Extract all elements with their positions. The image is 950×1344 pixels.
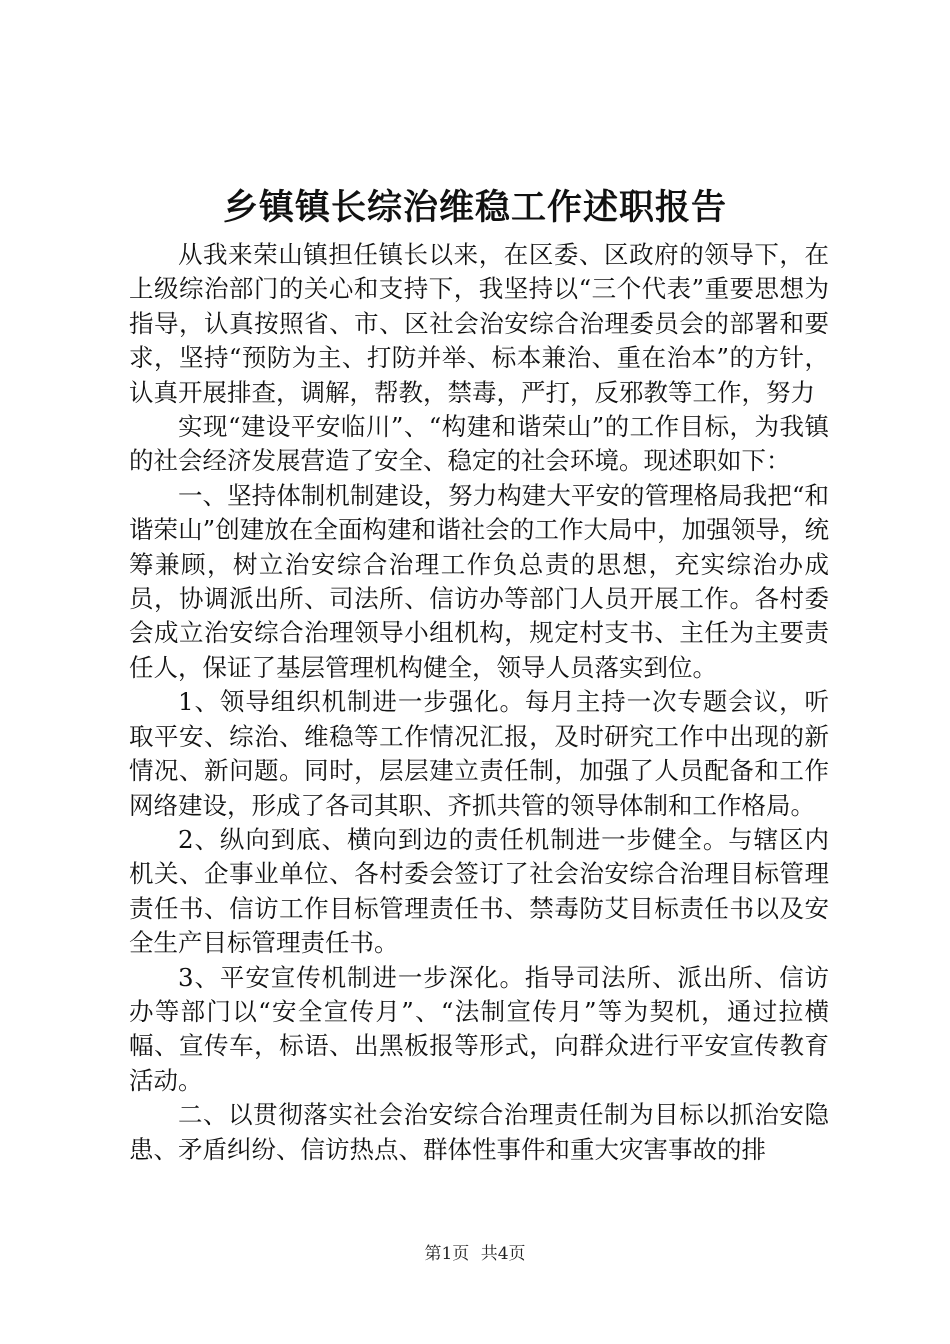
document-title: 乡镇镇长综治维稳工作述职报告 [222,188,727,228]
paragraph-section-1: 一、坚持体制机制建设，努力构建大平安的管理格局我把“和谐荣山”创建放在全面构建和谐社会的工作大局中，加强领导，统筹兼顾，树立治安综合治理工作负总责的思想，充实综治办成员，协调派出所、司法所、信访办等部门人员开展工作。各村委会成立治安综合治理领导小组机构，规定村支书、主任为主要责任人，保证了基层管理机构健全，领导人员落实到位。 [129,480,829,682]
page-total: 共4页 [480,1244,526,1264]
page-number: 第1页 [424,1244,470,1264]
paragraph-item-1: 1、领导组织机制进一步强化。每月主持一次专题会议，听取平安、综治、维稳等工作情况汇报，及时研究工作中出现的新情况、新问题。同时，层层建立责任制，加强了人员配备和工作网络建设，形成了各司其职、齐抓共管的领导体制和工作格局。 [129,687,829,820]
paragraph-goal: 实现“建设平安临川”、“构建和谐荣山”的工作目标，为我镇的社会经济发展营造了安全、稳定的社会环境。现述职如下： [129,412,829,476]
paragraph-item-3: 3、平安宣传机制进一步深化。指导司法所、派出所、信访办等部门以“安全宣传月”、“法制宣传月”等为契机，通过拉横幅、宣传车，标语、出黑板报等形式，向群众进行平安宣传教育活动。 [129,962,829,1095]
page-footer [0,1242,950,1266]
document-body [129,238,829,1167]
paragraph-item-2: 2、纵向到底、横向到边的责任机制进一步健全。与辖区内机关、企事业单位、各村委会签订了社会治安综合治理目标管理责任书、信访工作目标管理责任书、禁毒防艾目标责任书以及安全生产目标管理责任书。 [129,824,829,958]
paragraph-section-2: 二、以贯彻落实社会治安综合治理责任制为目标以抓治安隐患、矛盾纠纷、信访热点、群体性事件和重大灾害事故的排 [129,1100,829,1164]
paragraph-intro: 从我来荣山镇担任镇长以来，在区委、区政府的领导下，在上级综治部门的关心和支持下，我坚持以“三个代表”重要思想为指导，认真按照省、市、区社会治安综合治理委员会的部署和要求，坚持“预防为主、打防并举、标本兼治、重在治本”的方针，认真开展排查，调解，帮教，禁毒，严打，反邪教等工作，努力 [129,240,829,407]
